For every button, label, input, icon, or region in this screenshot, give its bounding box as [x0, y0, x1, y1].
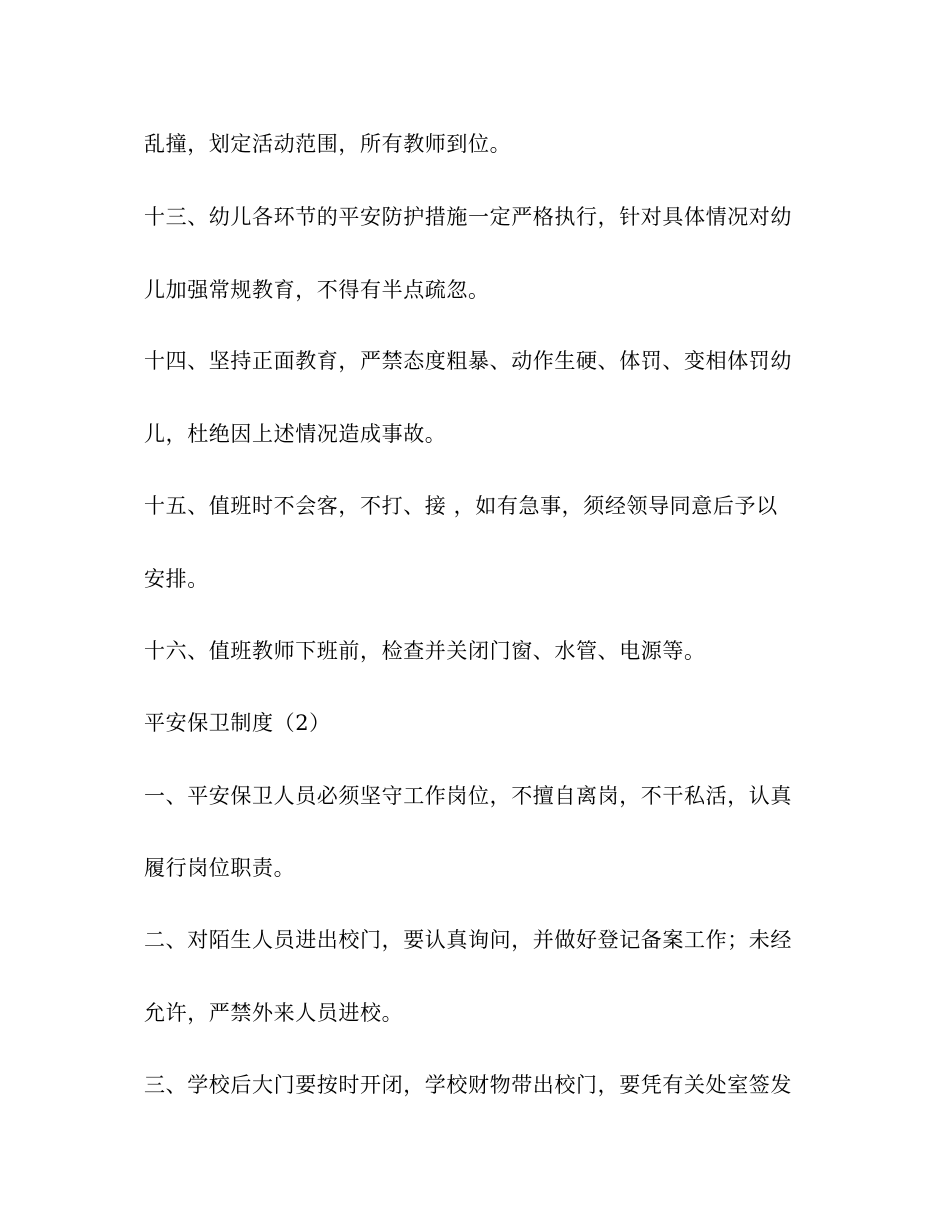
text-line: 乱撞，划定活动范围，所有教师到位。 [144, 132, 512, 156]
text-line: 一、平安保卫人员必须坚守工作岗位，不擅自离岗，不干私活，认真 [144, 784, 792, 808]
text-line: 十六、值班教师下班前，检查并关闭门窗、水管、电源等。 [144, 639, 706, 663]
text-line: 儿，杜绝因上述情况造成事故。 [144, 422, 447, 446]
text-line: 三、学校后大门要按时开闭，学校财物带出校门，要凭有关处室签发 [144, 1073, 792, 1097]
section-heading: 平安保卫制度（2） [144, 711, 331, 735]
text-line: 二、对陌生人员进出校门，要认真询问，并做好登记备案工作；未经 [144, 928, 792, 952]
text-line: 十三、幼儿各环节的平安防护措施一定严格执行，针对具体情况对幼 [144, 205, 792, 229]
text-line: 十四、坚持正面教育，严禁态度粗暴、动作生硬、体罚、变相体罚幼 [144, 349, 792, 373]
text-line: 十五、值班时不会客，不打、接 ，如有急事，须经领导同意后予以 [144, 494, 778, 518]
text-line: 履行岗位职责。 [144, 856, 296, 880]
text-line: 允许，严禁外来人员进校。 [144, 1001, 404, 1025]
text-line: 安排。 [144, 567, 209, 591]
text-line: 儿加强常规教育，不得有半点疏忽。 [144, 278, 490, 302]
